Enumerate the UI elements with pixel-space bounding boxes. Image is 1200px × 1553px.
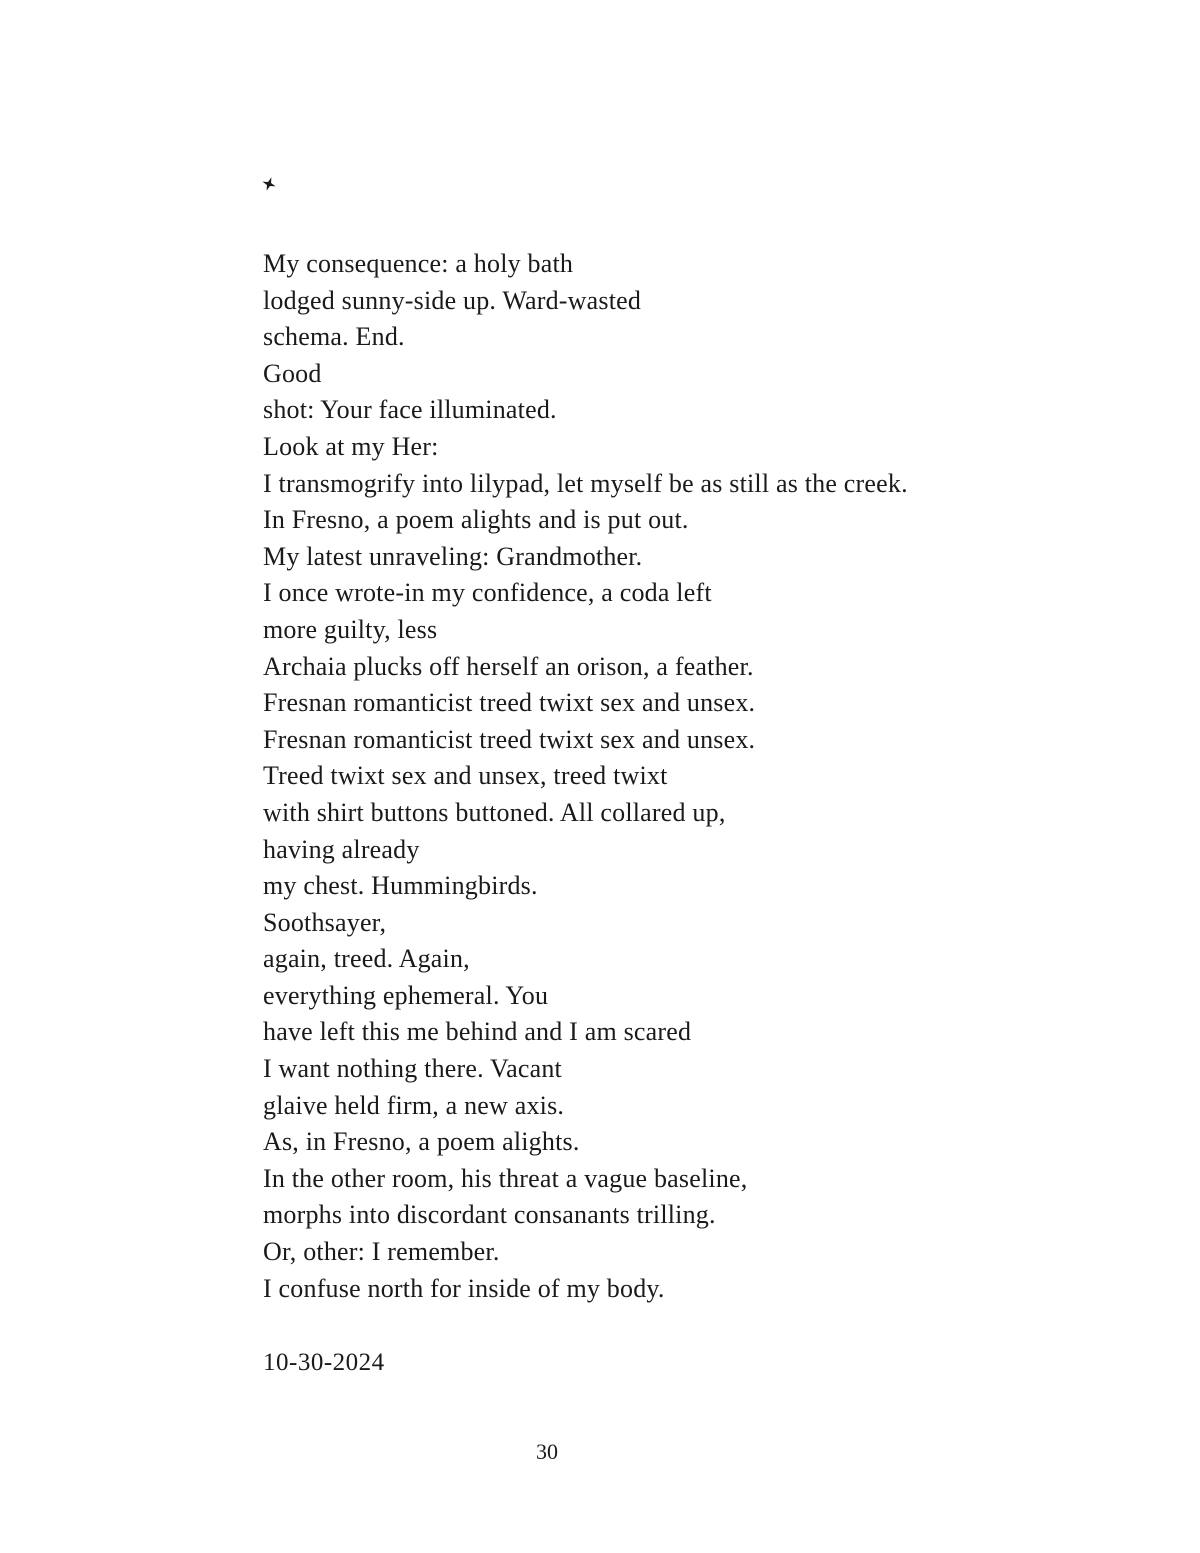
poem-line: Good <box>263 358 322 388</box>
poem-line: As, in Fresno, a poem alights. <box>263 1127 580 1157</box>
poem-line: everything ephemeral. You <box>263 980 549 1010</box>
poem-line: morphs into discordant consanants trilling. <box>263 1200 716 1230</box>
poem-line: my chest. Hummingbirds. <box>263 871 538 901</box>
poem-line: Fresnan romanticist treed twixt sex and unsex. <box>263 724 756 754</box>
poem-line: having already <box>263 834 420 864</box>
poem-line: schema. End. <box>263 322 405 352</box>
poem-line: Or, other: I remember. <box>263 1237 500 1267</box>
poem-line: glaive held firm, a new axis. <box>263 1090 565 1120</box>
poem-line: with shirt buttons buttoned. All collared up, <box>263 797 726 827</box>
poem-line: Fresnan romanticist treed twixt sex and unsex. <box>263 688 756 718</box>
poem-line: In the other room, his threat a vague baseline, <box>263 1163 748 1193</box>
page-number: 30 <box>536 1439 558 1464</box>
poem-line: have left this me behind and I am scared <box>263 1017 692 1047</box>
four-point-star-icon <box>261 176 277 192</box>
poem-body <box>263 246 908 1307</box>
poem-line: Treed twixt sex and unsex, treed twixt <box>263 761 668 791</box>
poem-line: Look at my Her: <box>263 431 439 461</box>
poem-line: My latest unraveling: Grandmother. <box>263 541 643 571</box>
poem-line: Soothsayer, <box>263 907 387 937</box>
poem-line: Archaia plucks off herself an orison, a feather. <box>263 651 754 681</box>
poem-line: My consequence: a holy bath <box>263 249 574 278</box>
poem-line: lodged sunny-side up. Ward-wasted <box>263 285 642 315</box>
poem-line: I once wrote-in my confidence, a coda left <box>263 578 712 608</box>
poem-line: shot: Your face illuminated. <box>263 395 557 425</box>
poem-line: I want nothing there. Vacant <box>263 1054 562 1084</box>
poem-line: I confuse north for inside of my body. <box>263 1273 665 1303</box>
poem-line: I transmogrify into lilypad, let myself be as still as the creek. <box>263 468 908 498</box>
poem-date: 10-30-2024 <box>263 1349 385 1376</box>
poem-line: more guilty, less <box>263 614 438 644</box>
poem-line: In Fresno, a poem alights and is put out. <box>263 505 689 535</box>
poem-line: again, treed. Again, <box>263 944 470 974</box>
